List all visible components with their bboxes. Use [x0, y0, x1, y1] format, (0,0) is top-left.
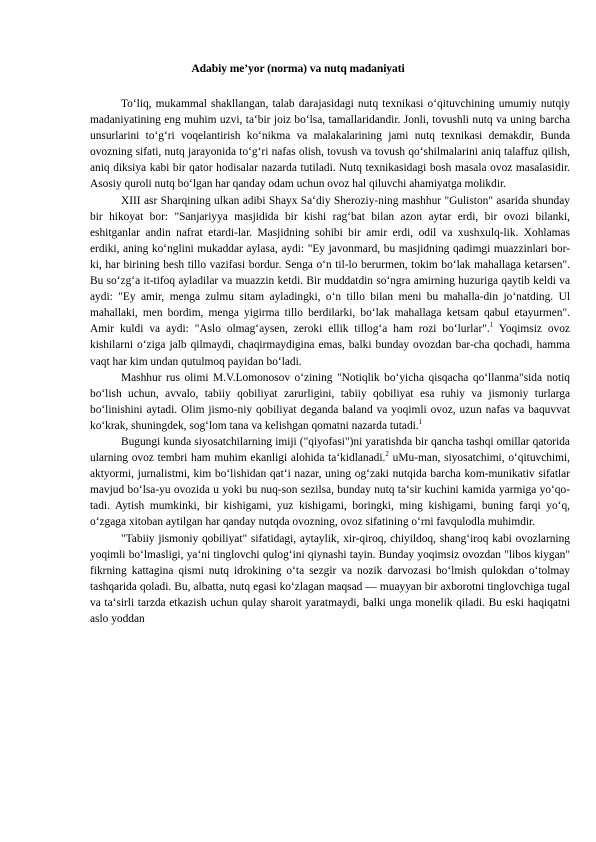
footnote-marker: 1: [418, 418, 423, 427]
paragraph-1-text: To‘liq, mukammal shakllangan, talab darajasidagi nutq texnikasi o‘qituvchining umumiy nutqiy madaniyatining eng muhim uzvi, ta‘bir joiz bo‘lsa, tamallaridandir. Jonli, tovushli nutq va uning barcha unsurlarini to‘g‘ri voqelantirish ko‘nikma va malakalarining jami nutq texnikasi demakdir, Bunda ovozning sifati, nutq jarayonida to‘g‘ri nafas olish, tovush va tovush qo‘shilmalarini aniq talaffuz qilish, aniq diksiya kabi bir qator hodisalar nazarda tutiladi. Nutq texnikasidagi bosh masala ovoz masalasidir. Asosiy quroli nutq bo‘lgan har qanday odam uchun ovoz hal qiluvchi ahamiyatga molikdir.: [90, 98, 570, 191]
paragraph-4: [90, 434, 570, 531]
footnote-marker: 2: [385, 450, 389, 459]
paragraph-5-text: "Tabiiy jismoniy qobiliyat" sifatidagi, aytaylik, xir-qiroq, chiyildoq, shang‘iroq kabi ovozlarning yoqimli bo‘lmasligi, ya‘ni tinglovchi qulog‘ini qiynashi tayin. Bunday yoqimsiz ovozdan "libos kiygan" fikrning kattagina qismi nutq idrokining o‘ta sezgir va nozik darvozasi bo‘lmish qulokdan o‘tolmay tashqarida qoladi. Bu, albatta, nutq egasi ko‘zlagan maqsad — muayyan bir axborotni tinglovchiga tugal va ta‘sirli tarzda etkazish uchun qulay sharoit yaratmaydi, balki unga monelik qiladi. Bu eski haqiqatni aslo yoddan: [90, 532, 570, 625]
paragraph-3-text: Mashhur rus olimi M.V.Lomonosov o‘zining "Notiqlik bo‘yicha qisqacha qo‘llanma"sida notiq bo‘lish uchun, avvalo, tabiiy qobiliyat zarurligini, tabiiy qobiliyat esa ruhiy va jismoniy turlarga bo‘linishini aytadi. Olim jismo-niy qobiliyat deganda baland va yoqimli ovoz, uzun nafas va baquvvat ko‘krak, shuningdek, sog‘lom tana va kelishgan qomatni nazarda tutadi.: [90, 371, 570, 432]
paragraph-2: [90, 193, 570, 370]
paragraph-2-text: XIII asr Sharqining ulkan adibi Shayx Sa‘diy Sheroziy-ning mashhur "Guliston" asarida shunday bir hikoyat bor: "Sanjariyya masjidida bir kishi rag‘bat bilan azon aytar erdi, bir ovozi bilanki, eshitganlar andin nafrat etardi-lar. Masjidning sohibi bir amir erdi, odil va xushxulq-lik. Xohlamas erdiki, aning ko‘nglini mukaddar aylasa, aydi: "Ey javonmard, bu masjidning qadimgi muazzinlari bor-ki, har birining besh tillo vazifasi bordur. Senga o‘n til-lo berurmen, tokim bo‘lak mahallaga ketarsen". Bu so‘zg‘a it-tifoq ayladilar va muazzin ketdi. Bir muddatdin so‘ngra amirning huzuriga qaytib keldi va aydi: "Ey amir, menga zulmu sitam ayladingki, o‘n tillo bilan meni bu mahalla-din jo‘natding. Ul mahallaki, men bordim, menga yigirma tillo berdilarki, bo‘lak mahallaga ketsam qabul etayurmen". Amir kuldi va aydi: "Aslo olmag‘aysen, zeroki ellik tillog‘a ham rozi bo‘lurlar".: [90, 194, 570, 336]
paragraph-3: [90, 370, 570, 434]
page-title: Adabiy me’yor (norma) va nutq madaniyati: [191, 62, 405, 75]
paragraph-2-text-after: Yoqimsiz ovoz kishilarni o‘ziga jalb qilmaydi, chaqirmaydigina emas, balki bunday ovozdan bar-cha qochadi, hamma vaqt har kim undan qutulmoq payidan bo‘ladi.: [90, 323, 570, 368]
paragraph-5: [90, 531, 570, 628]
paragraph-4-text-after: uMu-man, siyosatchimi, o‘qituvchimi, aktyormi, jurnalistmi, kim bo‘lishidan qat‘i nazar, uning og‘zaki nutqida barcha kom-munikativ sifatlar mavjud bo‘lsa-yu ovozida u yoki bu nuq-son sezilsa, bunday nutq ta‘sir kuchini kamida yarmiga yo‘qo-tadi. Aytish mumkinki, bir kishigami, yuz kishigami, boringki, ming kishigami, buning farqi yo‘q, o‘zgaga xitoban aytilgan har qanday nutqda ovozning, ovoz sifatining o‘rni favqulodla muhimdir.: [90, 452, 571, 529]
paragraph-4-text: Bugungi kunda siyosatchilarning imiji ("qiyofasi")ni yaratishda bir qancha tashqi omillar qatorida ularning ovoz tembri ham muhim ekanligi alohida ta‘kidlanadi.: [90, 435, 570, 465]
footnote-marker: 1: [489, 321, 494, 330]
paragraph-1: [90, 96, 570, 193]
body-text: [90, 96, 570, 627]
